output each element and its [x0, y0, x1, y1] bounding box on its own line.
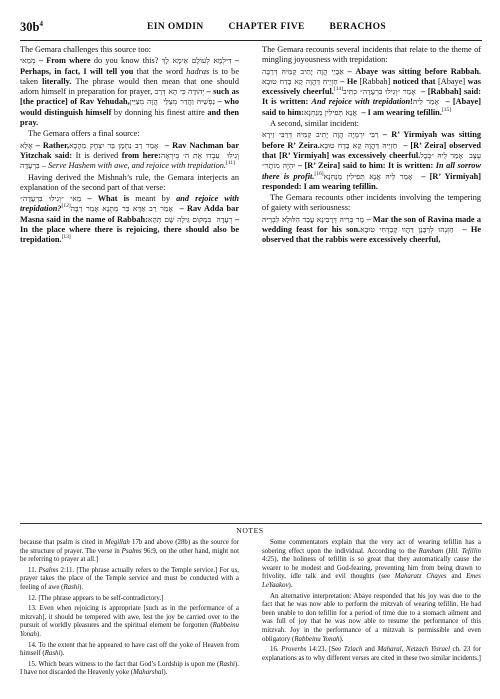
bold-text: – Abaye was sitting before Rabbah.	[347, 66, 482, 76]
bold-italic-text: In all sorrow there is profit.	[262, 161, 481, 181]
hebrew-text: מְמַאי	[20, 56, 36, 66]
paragraph	[20, 56, 239, 128]
text-run: ).	[288, 581, 293, 589]
hebrew-text: אֶלָּא	[20, 140, 33, 150]
footnote-marker: [14]	[333, 86, 344, 93]
hebrew-text: כִּי הָא דְּרַב	[154, 87, 186, 97]
hebrew-text: אַבָּיֵי הֲוָה יָתִיב קַמֵּיהּ דְּרַבָּה	[262, 66, 344, 76]
bold-text: – [R’ Zeira] observed that [R’ Yirmiyah] was excessively cheerful.	[262, 140, 481, 160]
text-run: [Abaye]	[435, 76, 468, 86]
text-run: A second, similar incident:	[270, 119, 359, 129]
hebrew-text: עִבְדוּ אֶת ה׳ בְּיִרְאָה	[160, 150, 224, 160]
text-run: 4:25), the holiness of tefillin is so great that they automatically cause the wearer to be modest and God-fearing, preventing him from being drawn to frivolity, idle talk and evil thoughts (see	[262, 556, 481, 581]
hebrew-text: רַבִּי יִרְמְיָה הֲוָה יָתִיב קַמֵּיהּ דְּרַבִּי זֵירָא	[262, 130, 379, 140]
paragraph	[262, 539, 481, 591]
hebrew-text: הֲוָה מְצַיֵּין	[129, 97, 161, 107]
italic-text: Maharshal	[133, 669, 164, 677]
text-run: ).	[79, 583, 84, 591]
bold-text: – From where	[38, 56, 91, 66]
bold-text: – R’ Yirmiyah was sitting before R’ Zeira.	[262, 130, 481, 150]
bold-text: – [Rabbah] said: It is written:	[262, 87, 482, 107]
paragraph	[262, 593, 481, 645]
paragraph	[20, 129, 239, 139]
paragraph	[20, 661, 239, 678]
text-run: ).	[60, 650, 65, 658]
hebrew-text: אֲנָא תְּפִילִין מַנַּחְנָא	[303, 107, 360, 117]
hebrew-text: יְהוּדָה	[188, 87, 205, 97]
text-run: ).	[163, 669, 168, 677]
italic-text: Rabbeinu Yonah	[20, 622, 239, 638]
footnote-marker: [16]	[314, 170, 324, 177]
bold-text: and then pray.	[20, 107, 239, 128]
text-run: ).	[36, 630, 42, 638]
bold-text: – He	[340, 76, 358, 86]
bold-text: !	[410, 97, 413, 107]
hebrew-text: דִּילְמָא לְעוֹלָם אֵימָא לָךְ	[161, 56, 232, 66]
text-run: (	[443, 547, 449, 555]
hebrew-text: אָמַר רַב נַחְמָן בַּר יִצְחָק מֵהָכָא	[69, 140, 162, 150]
italic-text: Proverbs	[281, 646, 307, 654]
paragraph	[262, 193, 481, 214]
text-run: 15. Which bears witness to the fact that God’s Lordship is upon me (	[28, 660, 220, 668]
text-run: because that psalm is cited in	[20, 539, 105, 546]
running-head-tractate: EIN OMDIN	[147, 22, 204, 32]
text-run: ch. 23 for explanations as to why different verses are cited in these two similar incidents.]	[262, 646, 481, 662]
hebrew-text: אָמַר רַב אַדָּא בַּר מַתְנָא אָמַר רַבָּה	[70, 204, 177, 214]
paragraph	[262, 130, 481, 192]
text-run: ). I have not discarded the Heavenly yoke (	[20, 660, 239, 677]
bold-text: – In the place where there is rejoicing, there should also be trepidation.	[20, 214, 240, 245]
right-column	[262, 45, 481, 247]
bold-text: – [R’ Zeira] said to him: It is written:	[297, 161, 436, 171]
italic-text: – Serve Hashem with awe, and rejoice with trepidation.	[41, 161, 226, 171]
text-run: by donning his finest attire	[111, 107, 208, 117]
running-head-chapter: CHAPTER FIVE	[228, 22, 305, 32]
paragraph	[262, 119, 481, 129]
hebrew-text: חַזְיֵיהּ דַּהֲוָה קָא בָּדַח טוּבָא	[319, 140, 401, 150]
text-run: 2:11. [The phrase actually refers to the Temple service.] For us, prayer takes the place of the Temple service and must be conducted with a feeling of awe (	[20, 566, 239, 591]
paragraph	[20, 539, 239, 565]
hebrew-text: וְגִילוּ בִּרְעָדָה	[20, 150, 239, 171]
page-header	[20, 20, 482, 36]
italic-text: hadras	[186, 66, 210, 76]
bold-text: – Mar the son of Ravina made a wedding feast for his son.	[262, 214, 482, 235]
running-head	[147, 22, 386, 32]
text-run: 14:23. [See	[306, 646, 344, 654]
paragraph	[262, 45, 481, 66]
hebrew-text: אָמַר לֵיהּ	[412, 97, 443, 107]
italic-text: Rashi	[219, 660, 235, 668]
italic-text: Rashi	[44, 650, 61, 658]
paragraph	[262, 215, 481, 246]
text-run: 96:9, on the other hand, might not be referring to prayer at all.]	[20, 547, 240, 564]
text-run: [Rabbah]	[357, 76, 393, 86]
text-run: 17b and above (28b) as the source for the structure of prayer. The verse in	[20, 539, 240, 555]
paragraph	[20, 642, 239, 659]
paragraph	[20, 595, 239, 604]
paragraph	[20, 194, 239, 245]
text-run: do you know this?	[90, 56, 162, 66]
text-run: 13. Even when rejoicing is appropriate [such as in the performance of a mitzvah], it should be tempered with awe, lest the joy be carried over to the pursuit of worldly pleasures and the spiritual element be forgotten (	[20, 605, 239, 630]
bold-text: – [R’ Yirmiyah] responded: I am wearing tefillin.	[262, 171, 482, 191]
notes-title: NOTES	[236, 526, 264, 535]
text-run: and	[446, 573, 467, 581]
bold-text: – What is	[87, 194, 130, 204]
text-run: The Gemara recounts other incidents involving the tempering of gaiety with seriousness:	[262, 193, 481, 213]
bold-text: – He observed that the rabbis were excessively cheerful,	[262, 225, 481, 245]
left-column	[20, 45, 239, 247]
italic-text: Psalms	[121, 547, 142, 555]
text-run: It is derived	[72, 150, 122, 160]
footnote-marker: [12]	[61, 203, 71, 210]
running-head-title: BERACHOS	[329, 22, 387, 32]
header-rule	[20, 40, 482, 41]
hebrew-text: מָר בְּרֵיהּ דְּרָבִינָא עֲבַד הִלּוּלָא לִבְרֵיהּ	[262, 214, 365, 224]
hebrew-text: נַפְשֵׁיהּ וַהֲדַר מְצַלֵּי	[163, 97, 215, 107]
text-run: The Gemara offers a final source:	[28, 129, 140, 139]
bold-text: – who would distinguish himself	[20, 97, 240, 117]
footnote-marker: [11]	[226, 160, 235, 167]
text-run: 11.	[28, 566, 39, 574]
italic-text: Tzlach	[343, 646, 363, 654]
hebrew-text: אָמַר לֵיהּ ״בְּכָל	[420, 150, 467, 160]
text-run: Having derived the Mishnah’s rule, the Gemara interjects an explanation of the second part of that verse:	[20, 172, 239, 192]
text-run: The phrase would then mean that one should adorn himself in preparation for prayer,	[20, 76, 239, 97]
italic-text: Maharatz Chayes	[394, 573, 447, 581]
notes-left-column	[20, 539, 239, 680]
italic-text: Emes LeYaakov	[262, 573, 481, 589]
paragraph	[20, 141, 239, 172]
bold-italic-text: And rejoice with trepidation	[311, 97, 411, 107]
text-run: is to be taken	[20, 66, 240, 86]
text-run: that the word	[133, 66, 187, 76]
paragraph	[20, 45, 239, 55]
text-run: An alternative interpretation: Abaye responded that his joy was due to the fact that he was now able to perform the mitzvah of wearing tefillin. He had been unable to don tefillin for a period of time due to a stomach ailment and was full of joy that he was now able to resume the performance of this mitzvah. Joy in the performance of a mitzvah is permissible and even obligatory (	[262, 592, 481, 643]
text-run: The Gemara recounts several incidents that relate to the theme of mingling joyousness with trepidation:	[262, 45, 481, 65]
hebrew-text: עֶצֶב יִהְיֶה מוֹתָר״	[262, 150, 482, 171]
text-run: and	[362, 646, 378, 654]
folio-number: 30b	[20, 20, 40, 35]
text-run: 16.	[270, 646, 282, 654]
italic-text: Psalms	[38, 566, 59, 574]
italic-text: Rabbeinu Yonah	[294, 635, 340, 643]
bold-text: literally.	[42, 76, 72, 86]
text-run: meant by	[129, 194, 177, 204]
hebrew-text: אָמַר ״וְגִילוּ בִּרְעָדָה״ כְּתִיב	[343, 87, 419, 97]
notes-right-column	[262, 539, 481, 665]
hebrew-text: בִּמְקוֹם גִּילָה שָׁם תְּהֵא	[147, 214, 214, 224]
hebrew-text: מַאי ״וְגִילוּ בִּרְעָדָה״	[20, 194, 82, 204]
italic-text: Megillah	[104, 539, 130, 546]
folio	[20, 20, 43, 35]
italic-text: Rambam	[418, 547, 444, 555]
italic-text: Hil. Tefillin	[448, 547, 481, 555]
bold-text: – such as [the practice] of Rav Yehudah,	[20, 87, 240, 107]
text-run: 12. [The phrase appears to be self-contradictory.]	[28, 594, 164, 602]
paragraph	[20, 173, 239, 194]
hebrew-text: אָמַר לֵיהּ אֲנָא תְּפִילִין מַנַּחְנָא	[323, 171, 418, 181]
bold-italic-text: and rejoice with trepidation?	[20, 194, 239, 214]
footnote-marker: [15]	[441, 107, 452, 114]
hebrew-text: רְעָדָה	[216, 214, 233, 224]
footnote-marker: [13]	[61, 234, 71, 241]
hebrew-text: חַזְנְהוּ לְרַבָּנָן דַּהֲווּ קָבָדְחִי טוּבָא	[360, 225, 459, 235]
bold-text: – Rav Adda bar Masna said in the name of Rabbah:	[20, 204, 240, 224]
text-run: The Gemara challenges this source too:	[20, 45, 152, 54]
bold-text: from here:	[121, 150, 161, 160]
text-run: Some commentators explain that the very act of wearing tefillin has a sobering effect upon the individual. According to the	[262, 539, 481, 555]
notes-rule	[20, 523, 482, 524]
hebrew-text: חַזְיֵיהּ דַּהֲוָה קָא בָּדַח טוּבָא	[262, 76, 338, 86]
bold-text: – Rav Nachman bar Yitzchak said:	[20, 140, 240, 160]
text-run: 14. To the extent that he appeared to have cast off the yoke of Heaven from himself (	[20, 641, 239, 658]
italic-text: Rashi	[63, 583, 80, 591]
paragraph	[262, 67, 481, 118]
folio-superscript: 4	[39, 20, 43, 28]
paragraph	[20, 605, 239, 639]
bold-text: – Rather,	[35, 140, 70, 150]
bold-text: was excessively cheerful.	[262, 76, 482, 97]
bold-text: – Perhaps, in fact, I will tell you	[20, 56, 240, 76]
text-run: ).	[339, 635, 344, 643]
paragraph	[20, 567, 239, 593]
bold-text: noticed that	[392, 76, 436, 86]
italic-text: Maharal, Netzach Yisrael	[377, 646, 450, 654]
bold-text: – I am wearing tefillin.	[361, 107, 442, 117]
paragraph	[262, 646, 481, 663]
bold-text: – [Abaye] said to him:	[262, 97, 481, 117]
